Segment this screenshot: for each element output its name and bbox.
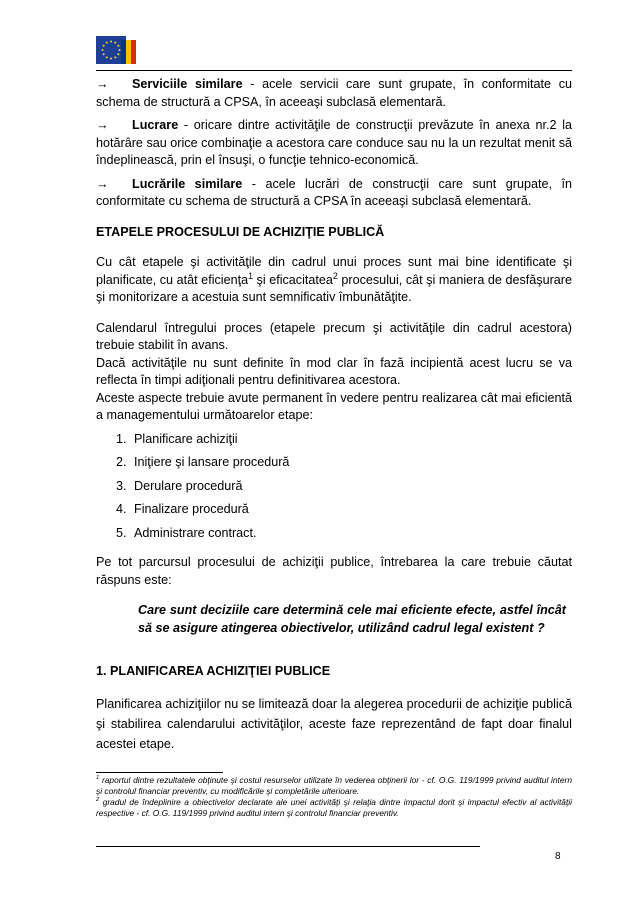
list-label: Planificare achiziţii xyxy=(134,431,238,446)
list-item xyxy=(96,501,572,519)
footnote-separator xyxy=(96,772,223,773)
subsection-title: 1. PLANIFICAREA ACHIZIŢIEI PUBLICE xyxy=(96,664,331,678)
list-label: Iniţiere şi lansare procedură xyxy=(134,455,290,469)
paragraph-question-intro: Pe tot parcursul procesului de achiziţii publice, întrebarea la care trebuie căutat răspuns este: xyxy=(96,555,572,587)
document-body xyxy=(96,76,572,754)
footnotes xyxy=(96,775,572,819)
list-item xyxy=(96,454,572,472)
key-question: Care sunt deciziile care determină cele mai eficiente efecte, astfel încât să se asigure atingerea obiectivelor, utilizând cadrul legal existent ? xyxy=(138,603,566,635)
arrow-icon: → xyxy=(96,77,109,91)
footnote-2 xyxy=(96,797,572,819)
page-number: 8 xyxy=(555,851,561,862)
header-rule xyxy=(96,70,572,71)
definition-similar-works xyxy=(96,176,572,211)
eu-stars-icon xyxy=(100,39,122,61)
definition-term: Lucrare xyxy=(132,118,179,132)
list-number: 4. xyxy=(116,502,127,516)
list-number: 2. xyxy=(116,455,127,469)
list-number: 3. xyxy=(116,478,127,493)
footnote-number: 2 xyxy=(96,797,100,804)
paragraph-text: Cu cât etapele şi activităţile din cadrul unui proces sunt mai bine identificate şi planificate, cu atât eficienţa xyxy=(96,255,572,287)
section-title: ETAPELE PROCESULUI DE ACHIZIŢIE PUBLICĂ xyxy=(96,224,385,239)
footnote-text: raportul dintre rezultatele obţinute şi costul resurselor utilizate în vederea obţinerii lor - cf. O.G. 119/1999 privind auditul intern şi controlul financiar preventiv, cu modificările şi completările ulterioare. xyxy=(96,775,572,796)
arrow-icon: → xyxy=(96,118,109,132)
footnote-ref-1[interactable]: 1 xyxy=(248,270,253,281)
footnote-ref-2[interactable]: 2 xyxy=(332,270,338,281)
paragraph-planning: Planificarea achiziţiilor nu se limitează doar la alegerea procedurii de achiziţie publică şi stabilirea calendarului activităţilor, aceste faze reprezentând de fapt doar finalul acestei etape. xyxy=(96,696,572,751)
arrow-icon: → xyxy=(96,176,109,191)
definition-works xyxy=(96,117,572,170)
paragraph-aspects: Aceste aspecte trebuie avute permanent în vedere pentru realizarea cât mai eficientă a managementului următoarelor etape: xyxy=(96,390,572,422)
eu-romania-flag-logo xyxy=(96,36,136,68)
paragraph-text: şi eficacitatea xyxy=(253,272,333,287)
list-number: 1. xyxy=(116,431,127,446)
stages-list xyxy=(96,431,572,543)
list-label: Administrare contract. xyxy=(134,525,257,540)
definition-text: - acele servicii care sunt grupate, în conformitate cu schema de structură a CPSA, în aceeaşi subclasă elementară. xyxy=(96,77,573,109)
list-label: Finalizare procedură xyxy=(134,502,249,516)
paragraph-activities: Dacă activităţile nu sunt definite în mod clar în fază incipientă acest lucru se va reflecta în timpi adiţionali pentru definitivarea acestora. xyxy=(96,355,572,387)
footer-rule xyxy=(96,846,480,847)
footnote-text: gradul de îndeplinire a obiectivelor declarate ale unei activităţi şi relaţia dintre impactul dorit şi impactul efectiv al activităţii respective - cf. O.G. 119/1999 privind auditul intern şi controlul financiar preventiv. xyxy=(96,797,572,818)
list-item xyxy=(96,431,572,449)
list-item xyxy=(96,478,572,496)
definition-text: - oricare dintre activităţile de construcţii prevăzute în anexa nr.2 la hotărâre sau orice combinaţie a acestora care conduce sau nu la un rezultat menit să îndeplinească, prin el însuşi, o funcţie tehnico-economică. xyxy=(96,118,572,167)
footnote-number: 1 xyxy=(96,775,100,782)
list-item xyxy=(96,525,572,543)
definition-term: Lucrările similare xyxy=(132,176,243,191)
definition-term: Serviciile similare xyxy=(132,77,243,91)
paragraph-efficiency xyxy=(96,254,572,307)
definition-services xyxy=(96,76,572,111)
definition-text: - acele lucrări de construcţii care sunt grupate, în conformitate cu schema de structură a CPSA în aceeaşi subclasă elementară. xyxy=(96,176,572,208)
paragraph-calendar: Calendarul întregului proces (etapele precum şi activităţile din cadrul acestora) trebuie stabilit în avans. xyxy=(96,320,572,352)
list-label: Derulare procedură xyxy=(134,478,243,493)
list-number: 5. xyxy=(116,525,127,540)
footnote-1 xyxy=(96,775,572,797)
romania-flag-red-stripe xyxy=(131,40,136,64)
paragraph-text: procesului, cât şi maniera de desfăşurare şi monitorizare a acestuia sunt semnificativ îmbunătăţite. xyxy=(96,272,572,304)
